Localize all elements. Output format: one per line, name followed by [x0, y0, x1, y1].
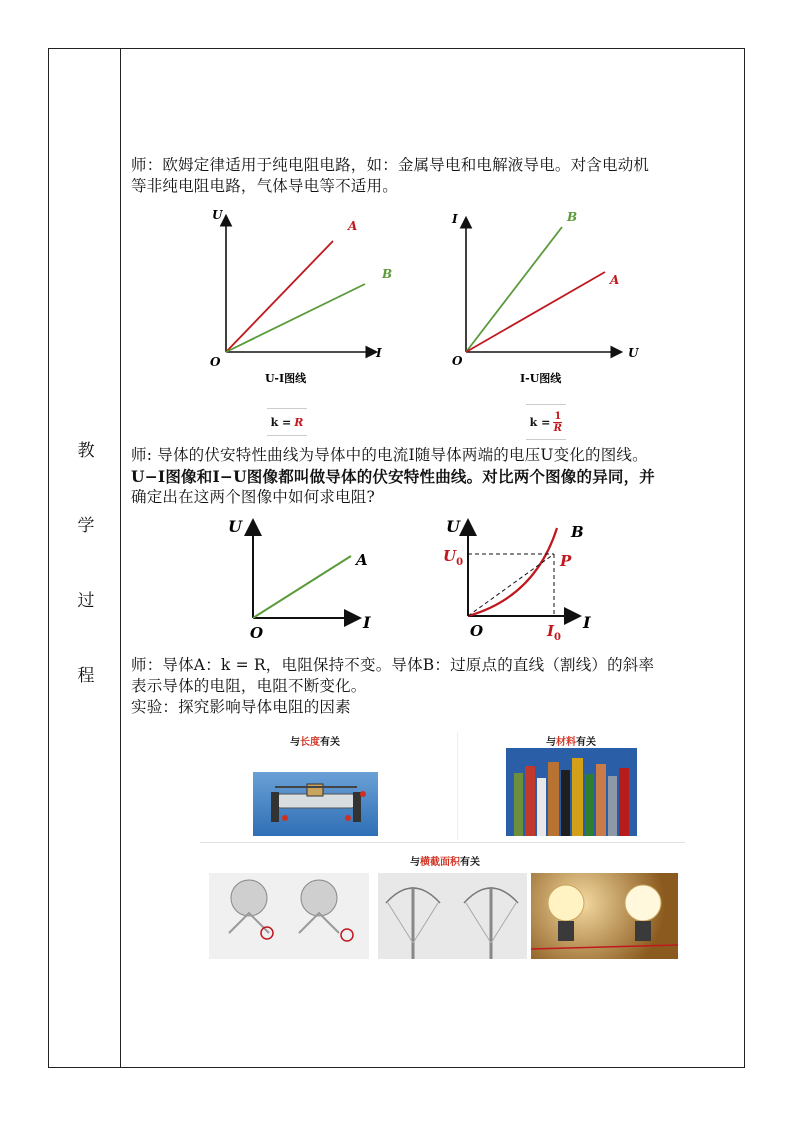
ui-graph [200, 205, 410, 390]
lit-bulbs-drawing [531, 873, 678, 959]
wires-drawing [506, 748, 637, 836]
text-line: U−I图像和I−U图像都叫做导体的伏安特性曲线。对比两个图像的异同，并 [131, 467, 656, 486]
conclusion-paragraph [131, 655, 743, 718]
formula-lhs: k = [529, 415, 551, 429]
filament-drawing [378, 873, 527, 959]
y-axis-label: U [228, 517, 242, 536]
rheostat-photo [253, 772, 378, 836]
linear-graph [220, 512, 400, 642]
wires-photo [506, 748, 637, 836]
u0-label: $U_0$ [443, 547, 464, 568]
curve-graph [440, 512, 620, 647]
material-caption: 与材料有关 [546, 737, 596, 748]
text-line: 实验：探究影响导体电阻的因素 [131, 698, 351, 716]
y-axis-label: I [452, 212, 458, 226]
line-a-label: A [610, 273, 620, 287]
formula-iu [526, 404, 566, 440]
curve-b [468, 528, 557, 616]
line-a-label: A [348, 219, 358, 233]
y-axis-label: U [446, 517, 460, 536]
formula-rhs: R [294, 415, 304, 429]
x-axis-label: I [363, 613, 371, 632]
side-label-char: 过 [77, 591, 95, 611]
origin-label: O [452, 354, 463, 368]
column-divider [120, 48, 121, 1068]
fraction-denominator: R [553, 422, 562, 434]
line-b [466, 227, 562, 352]
bulb-base-photo [209, 873, 369, 959]
side-label-char: 教 [77, 441, 95, 461]
line-a [226, 241, 333, 352]
x-axis-label: I [376, 346, 382, 360]
side-label-char: 程 [77, 666, 95, 686]
text-line: 师：导体A：k = R，电阻保持不变。导体B：过原点的直线（割线）的斜率 [131, 656, 655, 674]
line-b [226, 284, 365, 352]
formula-lhs: k = [270, 415, 292, 429]
volt-ampere-paragraph [131, 445, 743, 508]
lit-bulbs-photo [531, 873, 678, 959]
i0-label: $I_0$ [547, 622, 561, 643]
text-line: 师: 导体的伏安特性曲线为导体中的电流I随导体两端的电压U变化的图线。 [131, 446, 648, 464]
x-axis-label: I [583, 613, 591, 632]
y-axis-label: U [212, 208, 223, 222]
line-b-label: B [567, 210, 578, 224]
bulb-base-drawing [209, 873, 369, 959]
rheostat-drawing [253, 772, 378, 836]
area-caption: 与横截面积有关 [410, 857, 480, 868]
line-a [253, 556, 351, 618]
graph-caption: I-U图线 [520, 372, 562, 385]
length-caption: 与长度有关 [290, 737, 340, 748]
line-b-label: B [382, 267, 393, 281]
curve-b-label: B [571, 523, 584, 541]
ohm-law-paragraph [131, 155, 743, 197]
text-line: 等非纯电阻电路，气体导电等不适用。 [131, 177, 398, 195]
x-axis-label: U [628, 346, 639, 360]
fraction [553, 411, 562, 434]
origin-label: O [250, 624, 264, 642]
origin-label: O [210, 355, 221, 369]
side-label-char: 学 [77, 516, 95, 536]
figure-divider [200, 842, 685, 843]
point-p-label: P [560, 552, 572, 570]
filament-photo [378, 873, 527, 959]
line-a [466, 272, 605, 352]
origin-label: O [470, 622, 484, 640]
text-line: 确定出在这两个图像中如何求电阻? [131, 488, 376, 506]
graph-caption: U-I图线 [265, 372, 307, 385]
fraction-numerator: 1 [554, 410, 562, 422]
formula-ui [267, 408, 307, 436]
iu-graph [440, 205, 650, 390]
text-line: 师：欧姆定律适用于纯电阻电路，如：金属导电和电解液导电。对含电动机 [131, 156, 650, 174]
line-a-label: A [356, 551, 368, 569]
figure-divider [457, 732, 458, 840]
text-line: 表示导体的电阻，电阻不断变化。 [131, 677, 367, 695]
